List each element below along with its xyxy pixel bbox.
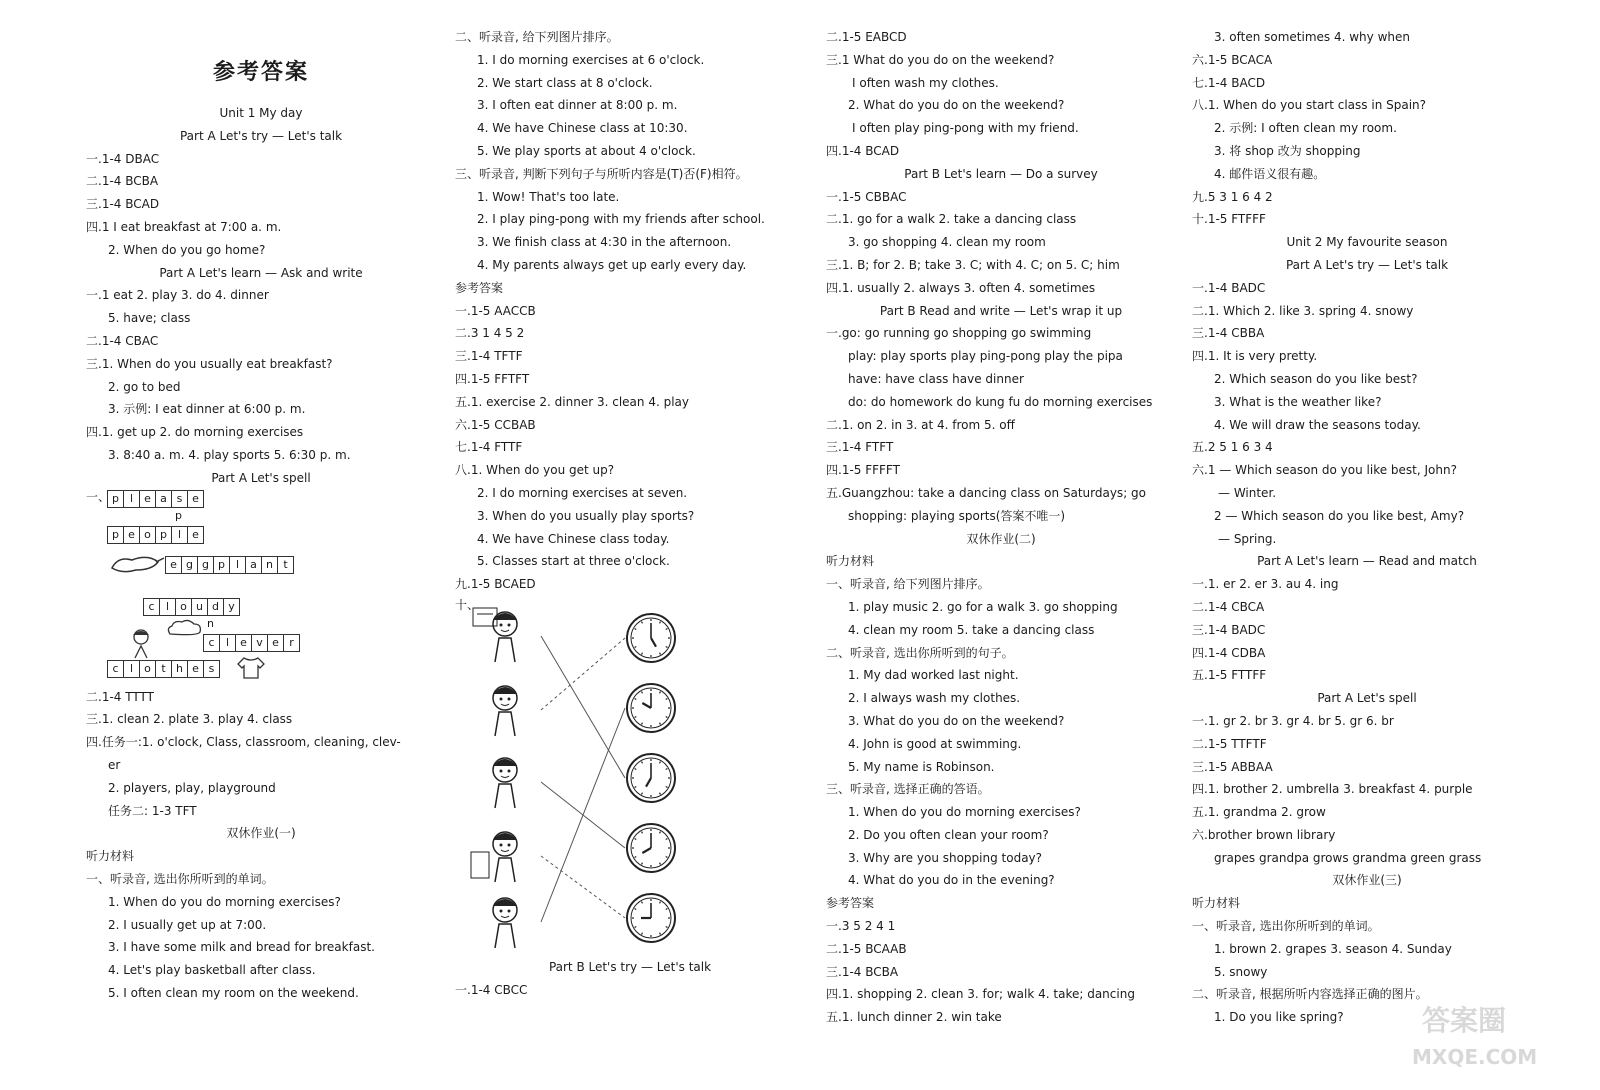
crossword-cell: p xyxy=(107,490,124,508)
answer-line: 四.1-5 FFFFT xyxy=(826,463,900,478)
clock-face-icon xyxy=(625,612,677,664)
section-heading: Part A Let's learn — Ask and write xyxy=(159,265,363,280)
answer-line: 3. What is the weather like? xyxy=(1214,394,1382,409)
crossword-cell: r xyxy=(283,634,300,652)
col3-lines xyxy=(826,26,1176,1029)
answer-line: 三.1-4 CBBA xyxy=(1192,326,1265,341)
answer-line: er xyxy=(108,757,121,772)
page-title: 参考答案 xyxy=(212,59,309,85)
crossword-cell: c xyxy=(143,598,160,616)
answer-line: 六.1-5 BCACA xyxy=(1192,52,1273,67)
answer-line: 1. I do morning exercises at 6 o'clock. xyxy=(477,52,705,67)
answer-line: 一.1-4 DBAC xyxy=(86,151,160,166)
crossword-cell: e xyxy=(267,634,284,652)
col1-lines xyxy=(86,102,436,490)
answer-line: 1. play music 2. go for a walk 3. go shopping xyxy=(848,599,1118,614)
answer-line: 四.1-4 CDBA xyxy=(1192,645,1266,660)
answer-line: 二.3 1 4 5 2 xyxy=(455,326,525,341)
crossword-cell: t xyxy=(277,556,294,574)
answer-line: 五.1. lunch dinner 2. win take xyxy=(826,1010,1002,1025)
kid-activity-icon xyxy=(469,892,539,952)
crossword-cell: d xyxy=(207,598,224,616)
crossword-letter: n xyxy=(207,616,214,630)
answer-line: play: play sports play ping-pong play the pipa xyxy=(848,349,1123,364)
answer-line: 七.1-4 FTTF xyxy=(455,440,523,455)
answer-line: 三.1. When do you usually eat breakfast? xyxy=(86,356,333,371)
column-4 xyxy=(1192,26,1542,1029)
crossword-cell: o xyxy=(175,598,192,616)
answer-line: 三.1-4 BCBA xyxy=(826,964,899,979)
answer-line: 5. We play sports at about 4 o'clock. xyxy=(477,143,696,158)
answer-line: 2. We start class at 8 o'clock. xyxy=(477,75,653,90)
section-heading: Part B Read and write — Let's wrap it up xyxy=(879,303,1123,318)
crossword-cell: o xyxy=(139,660,156,678)
section-heading: Part B Let's try — Let's talk xyxy=(548,959,712,974)
kid-activity-icon xyxy=(469,606,539,666)
answer-line: 5. have; class xyxy=(108,311,191,326)
answer-line: 一、听录音, 选出你所听到的单词。 xyxy=(86,871,274,886)
crossword-cell: l xyxy=(229,556,246,574)
answer-line: 四.任务一:1. o'clock, Class, classroom, cleaning, clev- xyxy=(86,735,401,750)
crossword-cell: p xyxy=(213,556,230,574)
answer-line: 一.1-5 CBBAC xyxy=(826,189,907,204)
answer-line: 四.1 I eat breakfast at 7:00 a. m. xyxy=(86,219,282,234)
answer-line: — Winter. xyxy=(1218,485,1277,500)
col2b-lines xyxy=(455,956,805,1002)
col1b-lines xyxy=(86,686,436,1005)
answer-line: 2. Do you often clean your room? xyxy=(848,827,1049,842)
kid-activity-icon xyxy=(469,826,539,886)
match-line xyxy=(541,638,625,710)
answer-line: 二.1. on 2. in 3. at 4. from 5. off xyxy=(826,417,1015,432)
answer-line: 1. Wow! That's too late. xyxy=(477,189,620,204)
crossword-cell: c xyxy=(107,660,124,678)
answer-line: 4. We have Chinese class today. xyxy=(477,531,670,546)
answer-line: 4. My parents always get up early every day. xyxy=(477,257,747,272)
answer-line: 一、听录音, 给下列图片排序。 xyxy=(826,577,990,592)
answer-line: 四.1-5 FFTFT xyxy=(455,371,530,386)
answer-line: 五.1. grandma 2. grow xyxy=(1192,805,1326,820)
answer-line: 三.1-4 BADC xyxy=(1192,622,1266,637)
col4-lines xyxy=(1192,26,1542,1029)
answer-line: I often play ping-pong with my friend. xyxy=(852,121,1079,136)
answer-line: 九.5 3 1 6 4 2 xyxy=(1192,189,1273,204)
answer-line: I often wash my clothes. xyxy=(852,75,999,90)
match-line xyxy=(541,856,625,918)
answer-line: 二、听录音, 根据所听内容选择正确的图片。 xyxy=(1192,987,1428,1002)
answer-line: 1. My dad worked last night. xyxy=(848,668,1019,683)
section-heading: Part B Let's learn — Do a survey xyxy=(904,166,1098,181)
answer-line: do: do homework do kung fu do morning exercises xyxy=(848,394,1153,409)
answer-line: 4. clean my room 5. take a dancing class xyxy=(848,622,1095,637)
answer-line: 2 — Which season do you like best, Amy? xyxy=(1214,508,1465,523)
crossword-cell: e xyxy=(123,526,140,544)
column-3 xyxy=(826,26,1176,1029)
answer-line: 听力材料 xyxy=(826,554,875,569)
answer-line: 2. When do you go home? xyxy=(108,242,266,257)
word-clothes xyxy=(108,660,220,678)
answer-line: 4. 邮件语义很有趣。 xyxy=(1214,166,1326,181)
word-cloudy xyxy=(144,598,240,616)
crossword-cell: o xyxy=(139,526,156,544)
column-1 xyxy=(86,50,436,1005)
answer-line: 2. 示例: I often clean my room. xyxy=(1214,121,1397,136)
section-heading: 双休作业(三) xyxy=(1332,873,1402,888)
answer-line: 2. I usually get up at 7:00. xyxy=(108,917,267,932)
answer-line: 4. John is good at swimming. xyxy=(848,736,1022,751)
answer-line: 四.1. brother 2. umbrella 3. breakfast 4. purple xyxy=(1192,782,1473,797)
answer-line: 三、听录音, 判断下列句子与所听内容是(T)否(F)相符。 xyxy=(455,166,748,181)
answer-line: 二.1-4 CBCA xyxy=(1192,599,1265,614)
answer-line: 3. 示例: I eat dinner at 6:00 p. m. xyxy=(108,402,306,417)
clock-face-icon xyxy=(625,752,677,804)
answer-line: 一.1-4 BADC xyxy=(1192,280,1266,295)
crossword-letter: p xyxy=(175,508,182,522)
match-line xyxy=(541,708,625,922)
answer-line: 3. 8:40 a. m. 4. play sports 5. 6:30 p. m. xyxy=(108,447,351,462)
answer-line: 5. snowy xyxy=(1214,964,1268,979)
answer-line: 一.3 5 2 4 1 xyxy=(826,919,896,934)
answer-line: 二.1-5 EABCD xyxy=(826,30,907,44)
crossword-cell: c xyxy=(203,634,220,652)
answer-line: 1. When do you do morning exercises? xyxy=(848,805,1081,820)
answer-line: 2. What do you do on the weekend? xyxy=(848,98,1065,113)
answer-line: 一.1. er 2. er 3. au 4. ing xyxy=(1192,577,1339,592)
answer-line: 四.1. shopping 2. clean 3. for; walk 4. take; dancing xyxy=(826,987,1135,1002)
answer-line: 1. brown 2. grapes 3. season 4. Sunday xyxy=(1214,941,1452,956)
answer-line: 4. We have Chinese class at 10:30. xyxy=(477,121,688,136)
answer-line: 十.1-5 FTFFF xyxy=(1192,212,1266,227)
answer-line: 二、听录音, 给下列图片排序。 xyxy=(455,30,619,44)
section-heading: 双休作业(二) xyxy=(966,531,1036,546)
kid-activity-icon xyxy=(469,752,539,812)
section-heading: Part A Let's spell xyxy=(1317,691,1417,706)
answer-line: 四.1. get up 2. do morning exercises xyxy=(86,425,304,440)
answer-line: 二.1-4 CBAC xyxy=(86,333,159,348)
answer-line: 一、听录音, 选出你所听到的单词。 xyxy=(1192,919,1380,934)
answer-line: 1. Do you like spring? xyxy=(1214,1010,1344,1025)
answer-line: 六.brother brown library xyxy=(1192,827,1336,842)
answer-line: 三.1. B; for 2. B; take 3. C; with 4. C; on 5. C; him xyxy=(826,257,1120,272)
clock-face-icon xyxy=(625,682,677,734)
crossword-cell: e xyxy=(187,660,204,678)
answer-line: 3. I have some milk and bread for breakfast. xyxy=(108,940,375,955)
cloud-doodle-icon xyxy=(164,618,204,638)
answer-line: 3. When do you usually play sports? xyxy=(477,508,695,523)
answer-line: 听力材料 xyxy=(86,849,135,864)
crossword-cell: e xyxy=(187,490,204,508)
shirt-doodle-icon xyxy=(236,656,266,680)
answer-line: 3. go shopping 4. clean my room xyxy=(848,235,1046,250)
kid-activity-icon xyxy=(469,680,539,740)
crossword-cell: s xyxy=(203,660,220,678)
crossword-cell: l xyxy=(123,660,140,678)
answer-line: 5. Classes start at three o'clock. xyxy=(477,554,670,569)
answer-line: 3. We finish class at 4:30 in the afternoon. xyxy=(477,235,732,250)
crossword-cell: e xyxy=(235,634,252,652)
crossword-cell: a xyxy=(155,490,172,508)
section-heading: Part A Let's try — Let's talk xyxy=(179,128,343,143)
section-heading: Unit 1 My day xyxy=(219,106,303,120)
answer-line: 参考答案 xyxy=(826,896,875,911)
kid-doodle-icon xyxy=(130,628,152,662)
answer-line: 三.1 What do you do on the weekend? xyxy=(826,52,1055,67)
crossword-cell: p xyxy=(155,526,172,544)
answer-line: 4. What do you do in the evening? xyxy=(848,873,1055,888)
letter-p xyxy=(172,508,186,524)
watermark-logo xyxy=(1382,996,1582,1076)
letter-n xyxy=(204,616,218,632)
answer-line: 八.1. When do you get up? xyxy=(455,463,615,478)
answer-line: shopping: playing sports(答案不唯一) xyxy=(848,508,1066,523)
answer-line: 5. My name is Robinson. xyxy=(848,759,995,774)
section-heading: 双休作业(一) xyxy=(226,826,296,841)
answer-line: 三.1-4 FTFT xyxy=(826,440,894,455)
crossword-cell: h xyxy=(171,660,188,678)
watermark-line1: 答案圈 xyxy=(1422,1004,1507,1037)
section-heading: Part A Let's spell xyxy=(211,470,311,485)
crossword-cell: e xyxy=(139,490,156,508)
spelling-crossword xyxy=(86,490,436,686)
answer-line: 1. When do you do morning exercises? xyxy=(108,894,341,909)
answer-line: 一.1 eat 2. play 3. do 4. dinner xyxy=(86,288,269,303)
answer-line: 六.1-5 CCBAB xyxy=(455,417,536,432)
answer-line: 五.1. exercise 2. dinner 3. clean 4. play xyxy=(455,394,689,409)
answer-line: 任务二: 1-3 TFT xyxy=(108,803,197,818)
answer-line: 5. I often clean my room on the weekend. xyxy=(108,985,359,1000)
answer-line: 八.1. When do you start class in Spain? xyxy=(1192,98,1427,113)
answer-line: 三.1. clean 2. plate 3. play 4. class xyxy=(86,712,293,727)
answer-line: 三、听录音, 选择正确的答语。 xyxy=(826,782,990,797)
col2-lines xyxy=(455,26,805,596)
crossword-cell: e xyxy=(187,526,204,544)
word-please xyxy=(108,490,204,508)
answer-line: 参考答案 xyxy=(455,280,504,295)
clock-face-icon xyxy=(625,892,677,944)
answer-line: 一.go: go running go shopping go swimming xyxy=(826,326,1092,341)
section-heading: Part A Let's learn — Read and match xyxy=(1257,554,1477,569)
answer-line: 2. I always wash my clothes. xyxy=(848,691,1021,706)
crossword-cell: s xyxy=(171,490,188,508)
crossword-cell: v xyxy=(251,634,268,652)
answer-line: 3. Why are you shopping today? xyxy=(848,850,1043,865)
answer-line: 2. players, play, playground xyxy=(108,780,276,795)
match-line xyxy=(541,636,625,778)
crossword-cell: l xyxy=(123,490,140,508)
answer-line: 五.Guangzhou: take a dancing class on Saturdays; go xyxy=(826,485,1147,500)
answer-line: 4. Let's play basketball after class. xyxy=(108,963,316,978)
watermark-line2: MXQE.COM xyxy=(1412,1045,1538,1069)
eggplant-doodle-icon xyxy=(108,550,168,578)
answer-line: 九.1-5 BCAED xyxy=(455,577,536,592)
word-eggplant xyxy=(166,556,294,574)
word-people xyxy=(108,526,204,544)
answer-line: 听力材料 xyxy=(1192,896,1241,911)
answer-line: 二.1-4 TTTT xyxy=(86,689,154,704)
crossword-cell: y xyxy=(223,598,240,616)
answer-line: 二.1. go for a walk 2. take a dancing class xyxy=(826,212,1077,227)
spell-prefix: 一、 xyxy=(86,489,111,504)
answer-line: 三.1-4 BCAD xyxy=(86,197,160,212)
clock-matching-exercise xyxy=(455,596,805,956)
word-clever xyxy=(204,634,300,652)
answer-line: 4. We will draw the seasons today. xyxy=(1214,417,1421,432)
answer-line: 2. Which season do you like best? xyxy=(1214,371,1418,386)
answer-line: 二.1-5 BCAAB xyxy=(826,941,907,956)
answer-line: 3. often sometimes 4. why when xyxy=(1214,30,1410,44)
answer-line: 二、听录音, 选出你所听到的句子。 xyxy=(826,645,1014,660)
answer-line: 2. I do morning exercises at seven. xyxy=(477,485,688,500)
answer-line: 3. 将 shop 改为 shopping xyxy=(1214,143,1361,158)
answer-line: 三.1-4 TFTF xyxy=(455,349,523,364)
crossword-cell: e xyxy=(165,556,182,574)
answer-line: 二.1. Which 2. like 3. spring 4. snowy xyxy=(1192,303,1414,318)
crossword-cell: u xyxy=(191,598,208,616)
answer-line: 五.1-5 FTTFF xyxy=(1192,668,1267,683)
crossword-cell: g xyxy=(197,556,214,574)
crossword-cell: l xyxy=(219,634,236,652)
section-heading: Part A Let's try — Let's talk xyxy=(1285,257,1449,272)
answer-line: 一.1. gr 2. br 3. gr 4. br 5. gr 6. br xyxy=(1192,713,1394,728)
section-heading: Unit 2 My favourite season xyxy=(1286,235,1448,250)
answer-line: 五.2 5 1 6 3 4 xyxy=(1192,440,1273,455)
answer-line: 二.1-5 TTFTF xyxy=(1192,736,1267,751)
match-prefix: 十、 xyxy=(455,597,480,612)
crossword-cell: a xyxy=(245,556,262,574)
answer-line: 一.1-5 AACCB xyxy=(455,303,536,318)
answer-line: 四.1-4 BCAD xyxy=(826,143,900,158)
answer-line: grapes grandpa grows grandma green grass xyxy=(1214,850,1482,865)
column-2 xyxy=(455,26,805,1002)
crossword-cell: p xyxy=(107,526,124,544)
crossword-cell: l xyxy=(159,598,176,616)
clock-face-icon xyxy=(625,822,677,874)
answer-line: 一.1-4 CBCC xyxy=(455,982,528,997)
answer-line: have: have class have dinner xyxy=(848,371,1024,386)
crossword-cell: l xyxy=(171,526,188,544)
answer-line: 2. go to bed xyxy=(108,379,181,394)
answer-line: 四.1. usually 2. always 3. often 4. sometimes xyxy=(826,280,1096,295)
answer-line: 2. I play ping-pong with my friends after school. xyxy=(477,212,765,227)
answer-line: — Spring. xyxy=(1218,531,1277,546)
answer-line: 三.1-5 ABBAA xyxy=(1192,759,1273,774)
answer-line: 七.1-4 BACD xyxy=(1192,75,1266,90)
crossword-cell: n xyxy=(261,556,278,574)
answer-line: 二.1-4 BCBA xyxy=(86,174,159,189)
crossword-cell: g xyxy=(181,556,198,574)
answer-line: 四.1. It is very pretty. xyxy=(1192,349,1318,364)
crossword-cell: t xyxy=(155,660,172,678)
answer-line: 3. I often eat dinner at 8:00 p. m. xyxy=(477,98,678,113)
answer-line: 六.1 — Which season do you like best, John? xyxy=(1192,463,1457,478)
answer-line: 3. What do you do on the weekend? xyxy=(848,713,1065,728)
